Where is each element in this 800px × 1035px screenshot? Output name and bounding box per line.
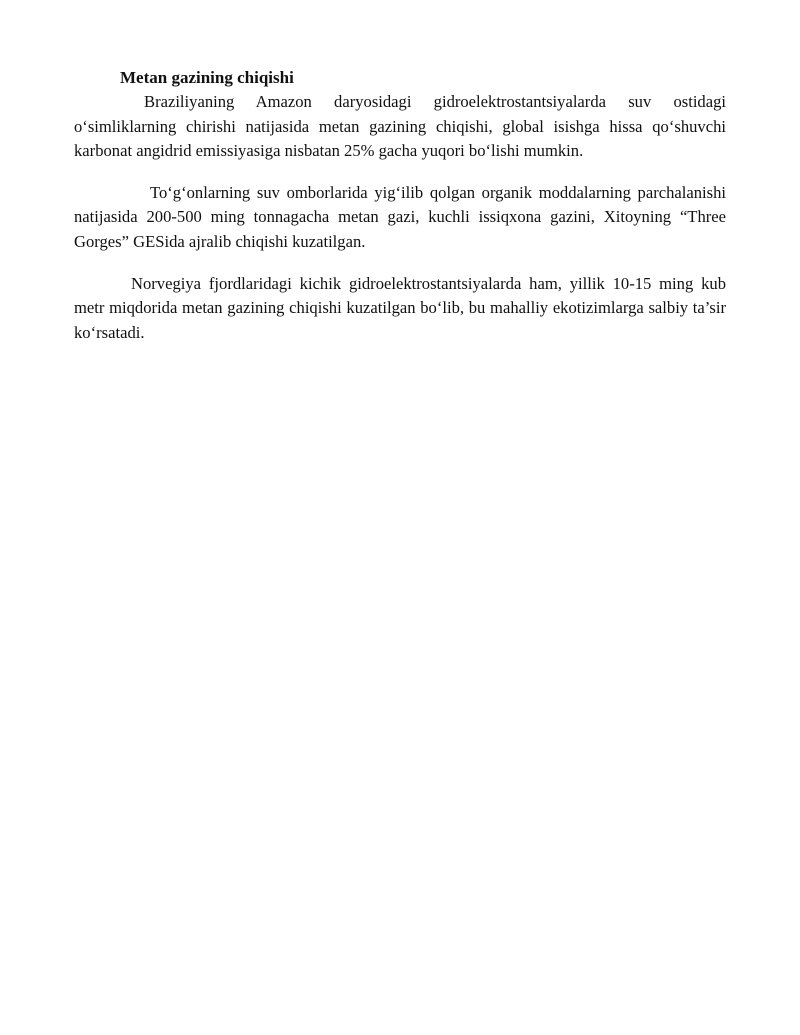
- document-page: [74, 66, 726, 345]
- paragraph-amazon: Braziliyaning Amazon daryosidagi gidroelektrostantsiyalarda suv ostidagi o‘simliklarning chirishi natijasida metan gazining chiqishi, global isishga hissa qo‘shuvchi karbonat angidrid emissiyasiga nisbatan 25% gacha yuqori bo‘lishi mumkin.: [74, 92, 726, 161]
- section-heading: Metan gazining chiqishi: [120, 68, 294, 87]
- paragraph-three-gorges: To‘g‘onlarning suv omborlarida yig‘ilib qolgan organik moddalarning parchalanishi natijasida 200-500 ming tonnagacha metan gazi, kuchli issiqxona gazini, Xitoyning “Three Gorges” GESida ajralib chiqishi kuzatilgan.: [74, 182, 726, 251]
- paragraph-norway: Norvegiya fjordlaridagi kichik gidroelektrostantsiyalarda ham, yillik 10-15 ming kub metr miqdorida metan gazining chiqishi kuzatilgan bo‘lib, bu mahalliy ekotizimlarga salbiy ta’sir ko‘rsatadi.: [74, 273, 726, 342]
